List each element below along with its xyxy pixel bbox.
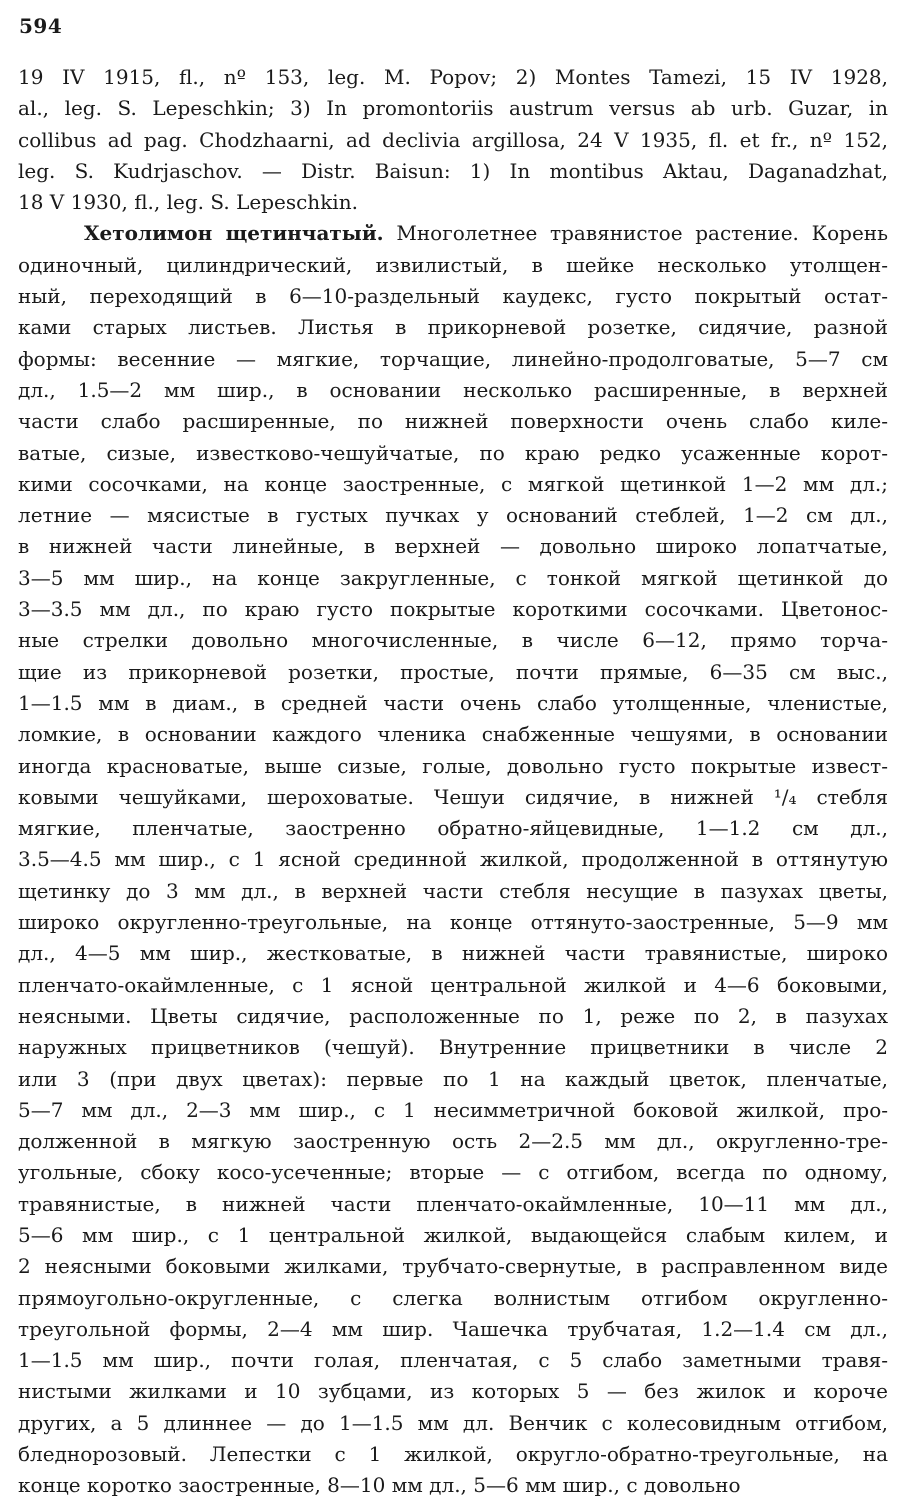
text-line <box>18 469 888 500</box>
text-line <box>18 125 888 156</box>
line-text: дл., 4—5 мм шир., жестковатые, в нижней части травянистые, широко <box>18 941 888 966</box>
text-line <box>18 1251 888 1282</box>
text-line <box>18 1157 888 1188</box>
line-text: ковыми чешуйками, шероховатые. Чешуи сидячие, в нижней ¹/₄ стебля <box>18 784 888 809</box>
species-name: Хетолимон щетинчатый. <box>84 221 384 246</box>
text-line <box>18 876 888 907</box>
line-text: в нижней части линейные, в верхней — довольно широко лопатчатые, <box>18 534 888 559</box>
line-text: угольные, сбоку косо-усеченные; вторые — с отгибом, всегда по одному, <box>18 1160 888 1185</box>
text-line <box>18 93 888 124</box>
line-text: 3.5—4.5 мм шир., с 1 ясной срединной жилкой, продолженной в оттянутую <box>18 847 888 872</box>
line-text: 1—1.5 мм шир., почти голая, пленчатая, с 5 слабо заметными травя- <box>18 1348 888 1373</box>
body-text <box>18 62 888 1502</box>
text-line <box>18 688 888 719</box>
line-text: Многолетнее травянистое растение. Корень <box>383 221 889 246</box>
text-line <box>18 1189 888 1220</box>
text-line <box>18 625 888 656</box>
line-text: щетинку до 3 мм дл., в верхней части стебля несущие в пазухах цветы, <box>18 878 888 903</box>
line-text: одиночный, цилиндрический, извилистый, в шейке несколько утолщен- <box>18 252 888 277</box>
text-line <box>18 719 888 750</box>
line-text: летние — мясистые в густых пучках у оснований стеблей, 1—2 см дл., <box>18 503 888 528</box>
text-line <box>18 281 888 312</box>
text-line <box>18 1032 888 1063</box>
line-text: al., leg. S. Lepeschkin; 3) In promontoriis austrum versus ab urb. Guzar, in <box>18 96 888 121</box>
text-line <box>18 1220 888 1251</box>
line-text: прямоугольно-округленные, с слегка волнистым отгибом округленно- <box>18 1285 888 1310</box>
text-line <box>18 344 888 375</box>
line-text: 3—5 мм шир., на конце закругленные, с тонкой мягкой щетинкой до <box>18 565 888 590</box>
text-line <box>18 813 888 844</box>
text-line <box>18 1314 888 1345</box>
text-line <box>18 1064 888 1095</box>
text-line <box>18 970 888 1001</box>
line-text: треугольной формы, 2—4 мм шир. Чашечка трубчатая, 1.2—1.4 см дл., <box>18 1316 888 1341</box>
text-line <box>18 1408 888 1439</box>
text-line <box>18 1095 888 1126</box>
line-text: наружных прицветников (чешуй). Внутренние прицветники в числе 2 <box>18 1035 888 1060</box>
line-text: нистыми жилками и 10 зубцами, из которых 5 — без жилок и короче <box>18 1379 888 1404</box>
text-line <box>18 1345 888 1376</box>
text-line <box>18 375 888 406</box>
line-text: широко округленно-треугольные, на конце оттянуто-заостренные, 5—9 мм <box>18 910 888 935</box>
text-line <box>18 657 888 688</box>
text-line <box>18 563 888 594</box>
line-text: неясными. Цветы сидячие, расположенные по 1, реже по 2, в пазухах <box>18 1003 888 1028</box>
line-text: бледнорозовый. Лепестки с 1 жилкой, округло-обратно-треугольные, на <box>18 1442 888 1467</box>
text-line <box>18 438 888 469</box>
text-line <box>18 1283 888 1314</box>
line-text: или 3 (при двух цветах): первые по 1 на каждый цветок, пленчатые, <box>18 1066 888 1091</box>
line-text: 2 неясными боковыми жилками, трубчато-свернутые, в расправленном виде <box>18 1254 888 1279</box>
line-text: 19 IV 1915, fl., nº 153, leg. M. Popov; 2) Montes Tamezi, 15 IV 1928, <box>18 65 888 89</box>
text-line <box>18 500 888 531</box>
text-line <box>18 938 888 969</box>
text-line <box>18 312 888 343</box>
line-text: дл., 1.5—2 мм шир., в основании несколько расширенные, в верхней <box>18 377 888 402</box>
text-line <box>18 1376 888 1407</box>
text-line <box>18 1439 888 1470</box>
text-line <box>18 594 888 625</box>
text-line <box>18 782 888 813</box>
text-line <box>18 187 888 218</box>
text-line <box>18 531 888 562</box>
line-text: ломкие, в основании каждого членика снабженные чешуями, в основании <box>18 722 888 747</box>
text-line <box>18 250 888 281</box>
line-text: ватые, сизые, известково-чешуйчатые, по краю редко усаженные корот- <box>18 440 888 465</box>
line-text: пленчато-окаймленные, с 1 ясной центральной жилкой и 4—6 боковыми, <box>18 972 888 997</box>
line-text: 3—3.5 мм дл., по краю густо покрытые короткими сосочками. Цветонос- <box>18 597 888 622</box>
line-text: части слабо расширенные, по нижней поверхности очень слабо киле- <box>18 409 888 434</box>
line-text: ный, переходящий в 6—10-раздельный каудекс, густо покрытый остат- <box>18 284 888 309</box>
text-line <box>18 1126 888 1157</box>
line-text: ками старых листьев. Листья в прикорневой розетке, сидячие, разной <box>18 315 888 340</box>
text-line <box>18 218 888 249</box>
line-text: ные стрелки довольно многочисленные, в числе 6—12, прямо торча- <box>18 628 888 653</box>
line-text: иногда красноватые, выше сизые, голые, довольно густо покрытые извест- <box>18 753 888 778</box>
line-text: долженной в мягкую заостренную ость 2—2.5 мм дл., округленно-тре- <box>18 1129 888 1154</box>
line-text: травянистые, в нижней части пленчато-окаймленные, 10—11 мм дл., <box>18 1191 888 1216</box>
line-text: 1—1.5 мм в диам., в средней части очень слабо утолщенные, членистые, <box>18 690 888 715</box>
line-text: 5—6 мм шир., с 1 центральной жилкой, выдающейся слабым килем, и <box>18 1222 888 1247</box>
line-text: leg. S. Kudrjaschov. — Distr. Baisun: 1) In montibus Aktau, Daganadzhat, <box>18 158 888 183</box>
text-line <box>18 844 888 875</box>
page-number: 594 <box>19 14 63 38</box>
line-text: collibus ad pag. Chodzhaarni, ad declivia argillosa, 24 V 1935, fl. et fr., nº 152, <box>18 127 888 152</box>
text-line <box>18 406 888 437</box>
text-line <box>18 1001 888 1032</box>
line-text: конце коротко заостренные, 8—10 мм дл., 5—6 мм шир., с довольно <box>18 1473 741 1498</box>
line-text: других, а 5 длиннее — до 1—1.5 мм дл. Венчик с колесовидным отгибом, <box>18 1410 888 1435</box>
line-text: кими сосочками, на конце заостренные, с мягкой щетинкой 1—2 мм дл.; <box>18 471 888 496</box>
text-line <box>18 62 888 93</box>
line-text: щие из прикорневой розетки, простые, почти прямые, 6—35 см выс., <box>18 659 888 684</box>
line-text: мягкие, пленчатые, заостренно обратно-яйцевидные, 1—1.2 см дл., <box>18 816 888 841</box>
text-line <box>18 156 888 187</box>
line-text: формы: весенние — мягкие, торчащие, линейно-продолговатые, 5—7 см <box>18 346 888 371</box>
line-text: 5—7 мм дл., 2—3 мм шир., с 1 несимметричной боковой жилкой, про- <box>18 1097 888 1122</box>
text-line <box>18 1470 888 1501</box>
text-line <box>18 907 888 938</box>
text-line <box>18 751 888 782</box>
line-text: 18 V 1930, fl., leg. S. Lepeschkin. <box>18 190 358 215</box>
